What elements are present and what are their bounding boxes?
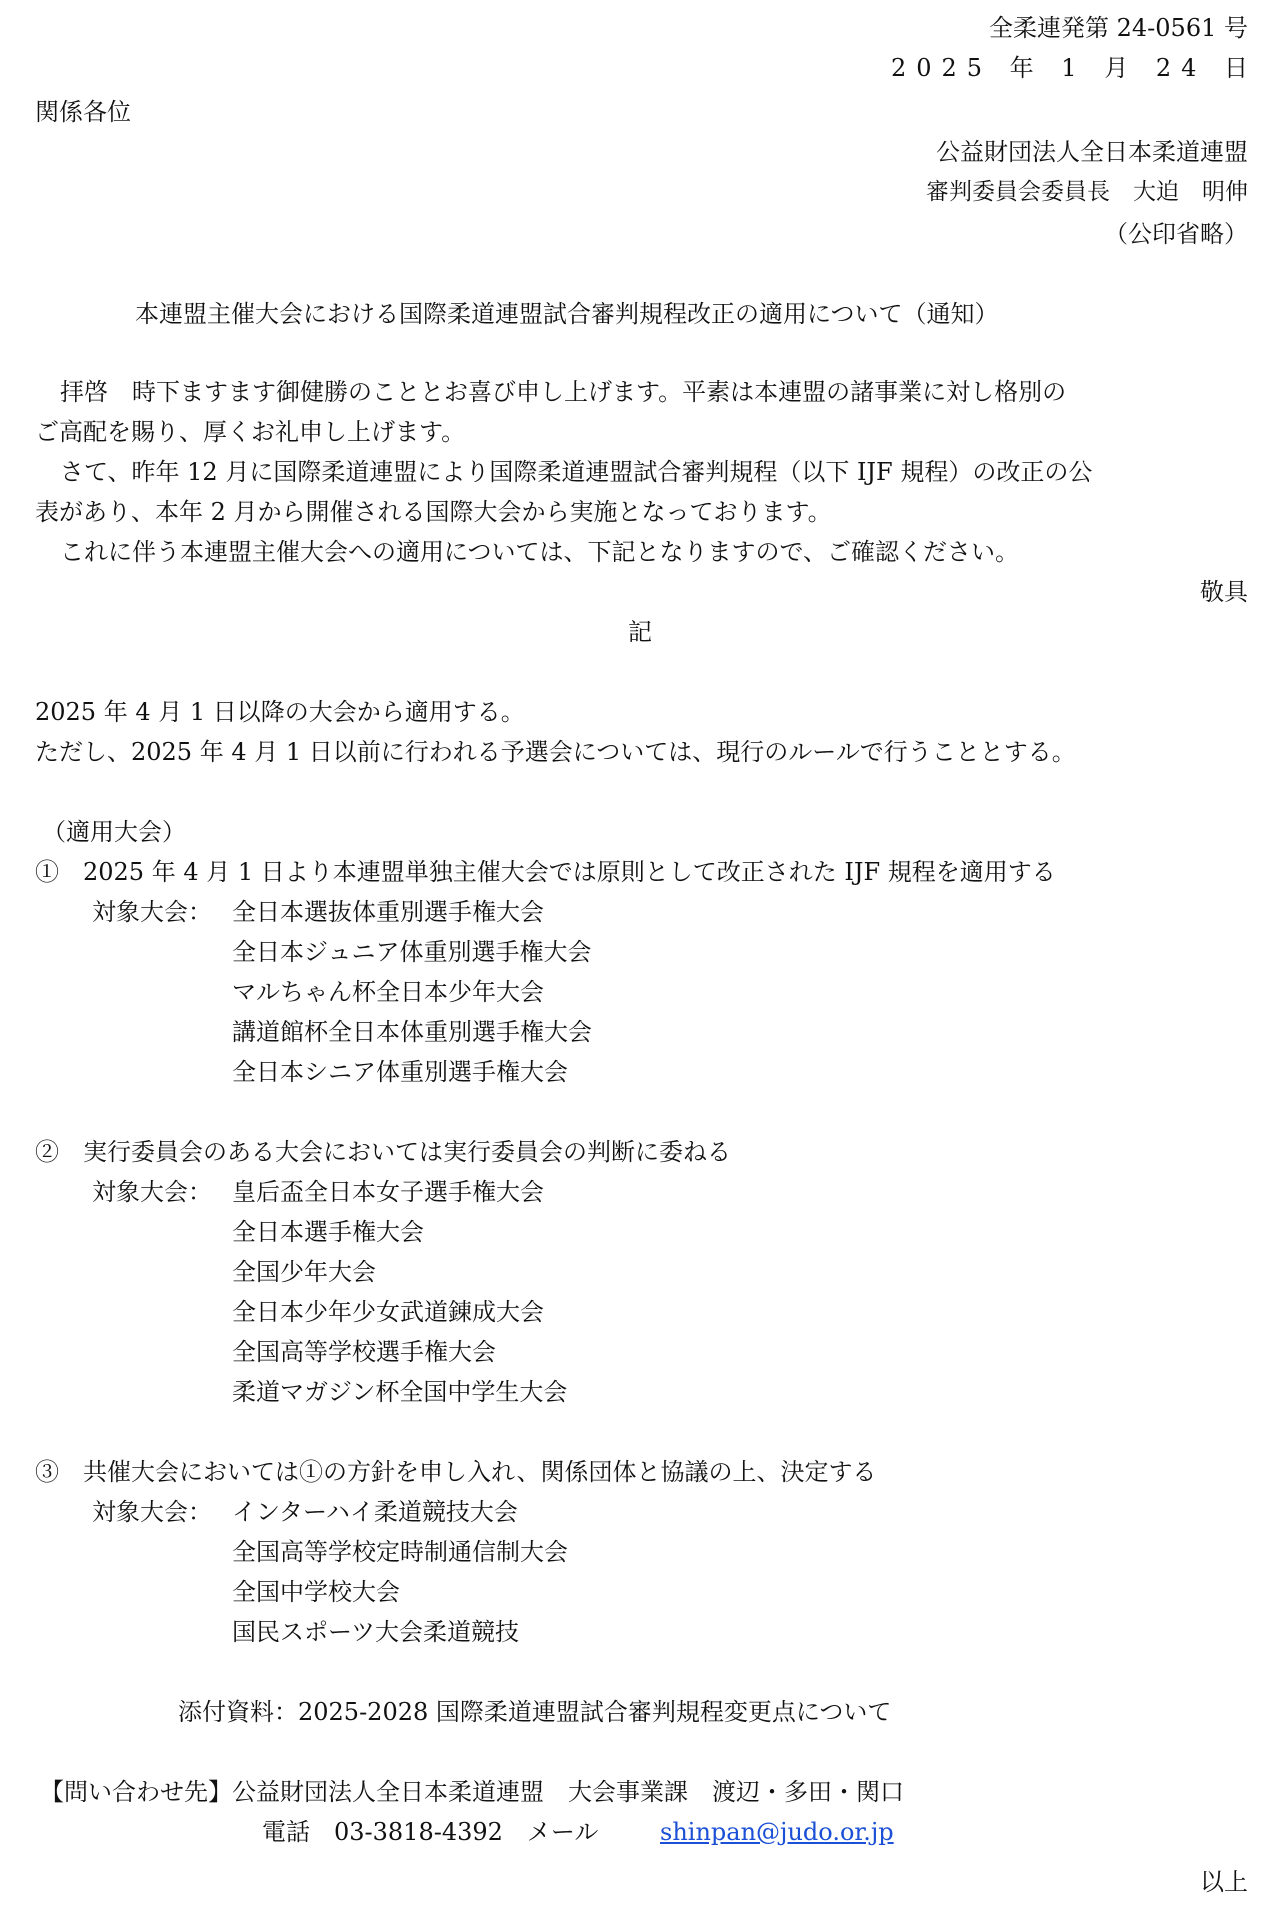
body-paragraph-1-line-1: 拝啓 時下ますます御健勝のこととお喜び申し上げます。平素は本連盟の諸事業に対し格別の	[60, 378, 1067, 406]
section-2-item: 全日本選手権大会	[232, 1218, 424, 1246]
body-paragraph-1-line-2: ご高配を賜り、厚くお礼申し上げます。	[35, 418, 466, 446]
sender-organization: 公益財団法人全日本柔道連盟	[936, 138, 1248, 166]
body-paragraph-3-line-1: これに伴う本連盟主催大会への適用については、下記となりますので、ご確認ください。	[60, 538, 1020, 566]
section-3-item: 国民スポーツ大会柔道競技	[232, 1618, 520, 1646]
applicable-events-label: （適用大会）	[42, 818, 186, 846]
document-date: 2025 年 1 月 24 日	[890, 54, 1258, 82]
body-paragraph-2-line-2: 表があり、本年 2 月から開催される国際大会から実施となっております。	[35, 498, 832, 526]
attachment-note: 添付資料：2025-2028 国際柔道連盟試合審判規程変更点について	[178, 1698, 892, 1726]
section-1-item: マルちゃん杯全日本少年大会	[232, 978, 544, 1006]
application-line-1: 2025 年 4 月 1 日以降の大会から適用する。	[35, 698, 525, 726]
section-2-item: 皇后盃全日本女子選手権大会	[232, 1178, 544, 1206]
section-1-item: 全日本選抜体重別選手権大会	[232, 898, 544, 926]
contact-email-link[interactable]: shinpan@judo.or.jp	[660, 1818, 894, 1846]
section-3-item: 全国中学校大会	[232, 1578, 400, 1606]
section-3-heading: ③ 共催大会においては①の方針を申し入れ、関係団体と協議の上、決定する	[35, 1458, 877, 1486]
closing-keigu: 敬具	[1200, 578, 1248, 606]
section-1-item: 全日本ジュニア体重別選手権大会	[232, 938, 592, 966]
section-2-item: 全国少年大会	[232, 1258, 376, 1286]
section-3-item: 全国高等学校定時制通信制大会	[232, 1538, 568, 1566]
application-line-2: ただし、2025 年 4 月 1 日以前に行われる予選会については、現行のルールで行うこととする。	[35, 738, 1076, 766]
contact-phone-line: 電話 03-3818-4392 メール	[262, 1818, 599, 1846]
section-2-item: 全国高等学校選手権大会	[232, 1338, 496, 1366]
section-1-item: 全日本シニア体重別選手権大会	[232, 1058, 568, 1086]
document-number: 全柔連発第 24-0561 号	[989, 14, 1248, 42]
sender-person: 審判委員会委員長 大迫 明伸	[926, 179, 1248, 205]
contact-label-line: 【問い合わせ先】公益財団法人全日本柔道連盟 大会事業課 渡辺・多田・関口	[40, 1778, 904, 1806]
ki-heading: 記	[628, 618, 652, 646]
document-title: 本連盟主催大会における国際柔道連盟試合審判規程改正の適用について（通知）	[135, 300, 999, 328]
section-3-target-label: 対象大会：	[92, 1498, 212, 1526]
section-2-heading: ② 実行委員会のある大会においては実行委員会の判断に委ねる	[35, 1138, 731, 1166]
section-1-target-label: 対象大会：	[92, 898, 212, 926]
addressee: 関係各位	[35, 98, 131, 126]
section-2-target-label: 対象大会：	[92, 1178, 212, 1206]
section-2-item: 柔道マガジン杯全国中学生大会	[232, 1378, 568, 1406]
end-mark: 以上	[1200, 1868, 1248, 1896]
section-2-item: 全日本少年少女武道錬成大会	[232, 1298, 544, 1326]
body-paragraph-2-line-1: さて、昨年 12 月に国際柔道連盟により国際柔道連盟試合審判規程（以下 IJF 規程）の改正の公	[60, 458, 1093, 486]
section-1-item: 講道館杯全日本体重別選手権大会	[232, 1018, 592, 1046]
section-3-item: インターハイ柔道競技大会	[232, 1498, 518, 1526]
seal-note: （公印省略）	[1104, 220, 1248, 248]
section-1-heading: ① 2025 年 4 月 1 日より本連盟単独主催大会では原則として改正された IJF 規程を適用する	[35, 858, 1056, 886]
